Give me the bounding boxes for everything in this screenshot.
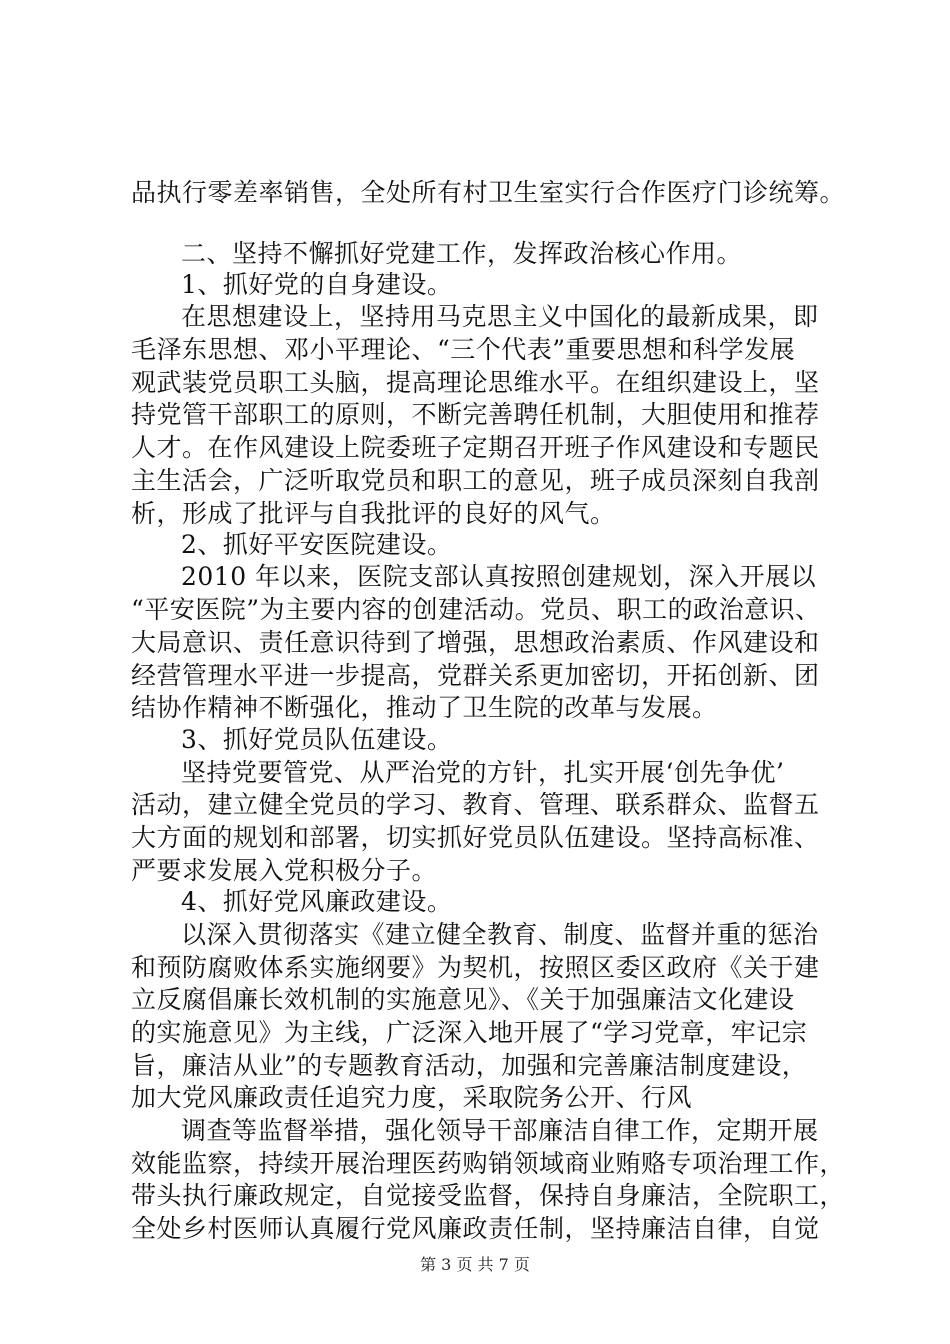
- paragraph-line: 毛泽东思想、邓小平理论、“三个代表”重要思想和科学发展: [131, 335, 796, 364]
- paragraph-line: 效能监察，持续开展治理医药购销领域商业贿赂专项治理工作，: [131, 1149, 846, 1178]
- paragraph-line: “平安医院”为主要内容的创建活动。党员、职工的政治意识、: [131, 595, 821, 624]
- paragraph-line: 的实施意见》为主线，广泛深入地开展了“学习党章，牢记宗: [131, 1018, 808, 1047]
- paragraph-line: 大方面的规划和部署，切实抓好党员队伍建设。坚持高标准、: [131, 823, 820, 852]
- paragraph-line: 观武装党员职工头脑，提高理论思维水平。在组织建设上，坚: [131, 368, 820, 397]
- section-heading-2: 二、坚持不懈抓好党建工作，发挥政治核心作用。: [181, 239, 743, 268]
- paragraph-line: 结协作精神不断强化，推动了卫生院的改革与发展。: [131, 693, 718, 722]
- subsection-heading-2: 2、抓好平安医院建设。: [181, 530, 453, 559]
- paragraph-line: 人才。在作风建设上院委班子定期召开班子作风建设和专题民: [131, 433, 820, 462]
- paragraph-line: 活动，建立健全党员的学习、教育、管理、联系群众、监督五: [131, 790, 820, 819]
- paragraph-line: 加大党风廉政责任追究力度，采取院务公开、行风: [131, 1083, 693, 1112]
- paragraph-line: 持党管干部职工的原则，不断完善聘任机制，大胆使用和推荐: [131, 400, 820, 429]
- page-number-footer: 第 3 页 共 7 页: [420, 1255, 530, 1274]
- text-line-1: 品执行零差率销售，全处所有村卫生室实行合作医疗门诊统筹。: [131, 178, 846, 207]
- paragraph-line: 以深入贯彻落实《建立健全教育、制度、监督并重的惩治: [181, 920, 819, 949]
- paragraph-line: 在思想建设上，坚持用马克思主义中国化的最新成果，即: [181, 302, 819, 331]
- paragraph-line: 经营管理水平进一步提高，党群关系更加密切，开拓创新、团: [131, 661, 820, 690]
- subsection-heading-4: 4、抓好党风廉政建设。: [181, 887, 453, 916]
- paragraph-line: 析，形成了批评与自我批评的良好的风气。: [131, 499, 616, 528]
- paragraph-line: 主生活会，广泛听取党员和职工的意见，班子成员深刻自我剖: [131, 466, 820, 495]
- paragraph-line: 大局意识、责任意识待到了增强，思想政治素质、作风建设和: [131, 628, 820, 657]
- paragraph-line: 和预防腐败体系实施纲要》为契机，按照区委区政府《关于建: [131, 953, 820, 982]
- paragraph-line: 旨，廉洁从业”的专题教育活动，加强和完善廉洁制度建设，: [131, 1051, 808, 1080]
- paragraph-line: 严要求发展入党积极分子。: [131, 856, 438, 885]
- paragraph-line: 带头执行廉政规定，自觉接受监督，保持自身廉洁，全院职工，: [131, 1181, 846, 1210]
- paragraph-line: 坚持党要管党、从严治党的方针，扎实开展‘创先争优’: [181, 758, 785, 787]
- paragraph-line: 全处乡村医师认真履行党风廉政责任制，坚持廉洁自律，自觉: [131, 1214, 820, 1243]
- subsection-heading-1: 1、抓好党的自身建设。: [181, 270, 453, 299]
- paragraph-line: 立反腐倡廉长效机制的实施意见》、《关于加强廉洁文化建设: [131, 985, 795, 1014]
- paragraph-line: 调查等监督举措，强化领导干部廉洁自律工作，定期开展: [181, 1116, 819, 1145]
- paragraph-line: 2010 年以来，医院支部认真按照创建规划，深入开展以: [181, 562, 817, 591]
- subsection-heading-3: 3、抓好党员队伍建设。: [181, 725, 453, 754]
